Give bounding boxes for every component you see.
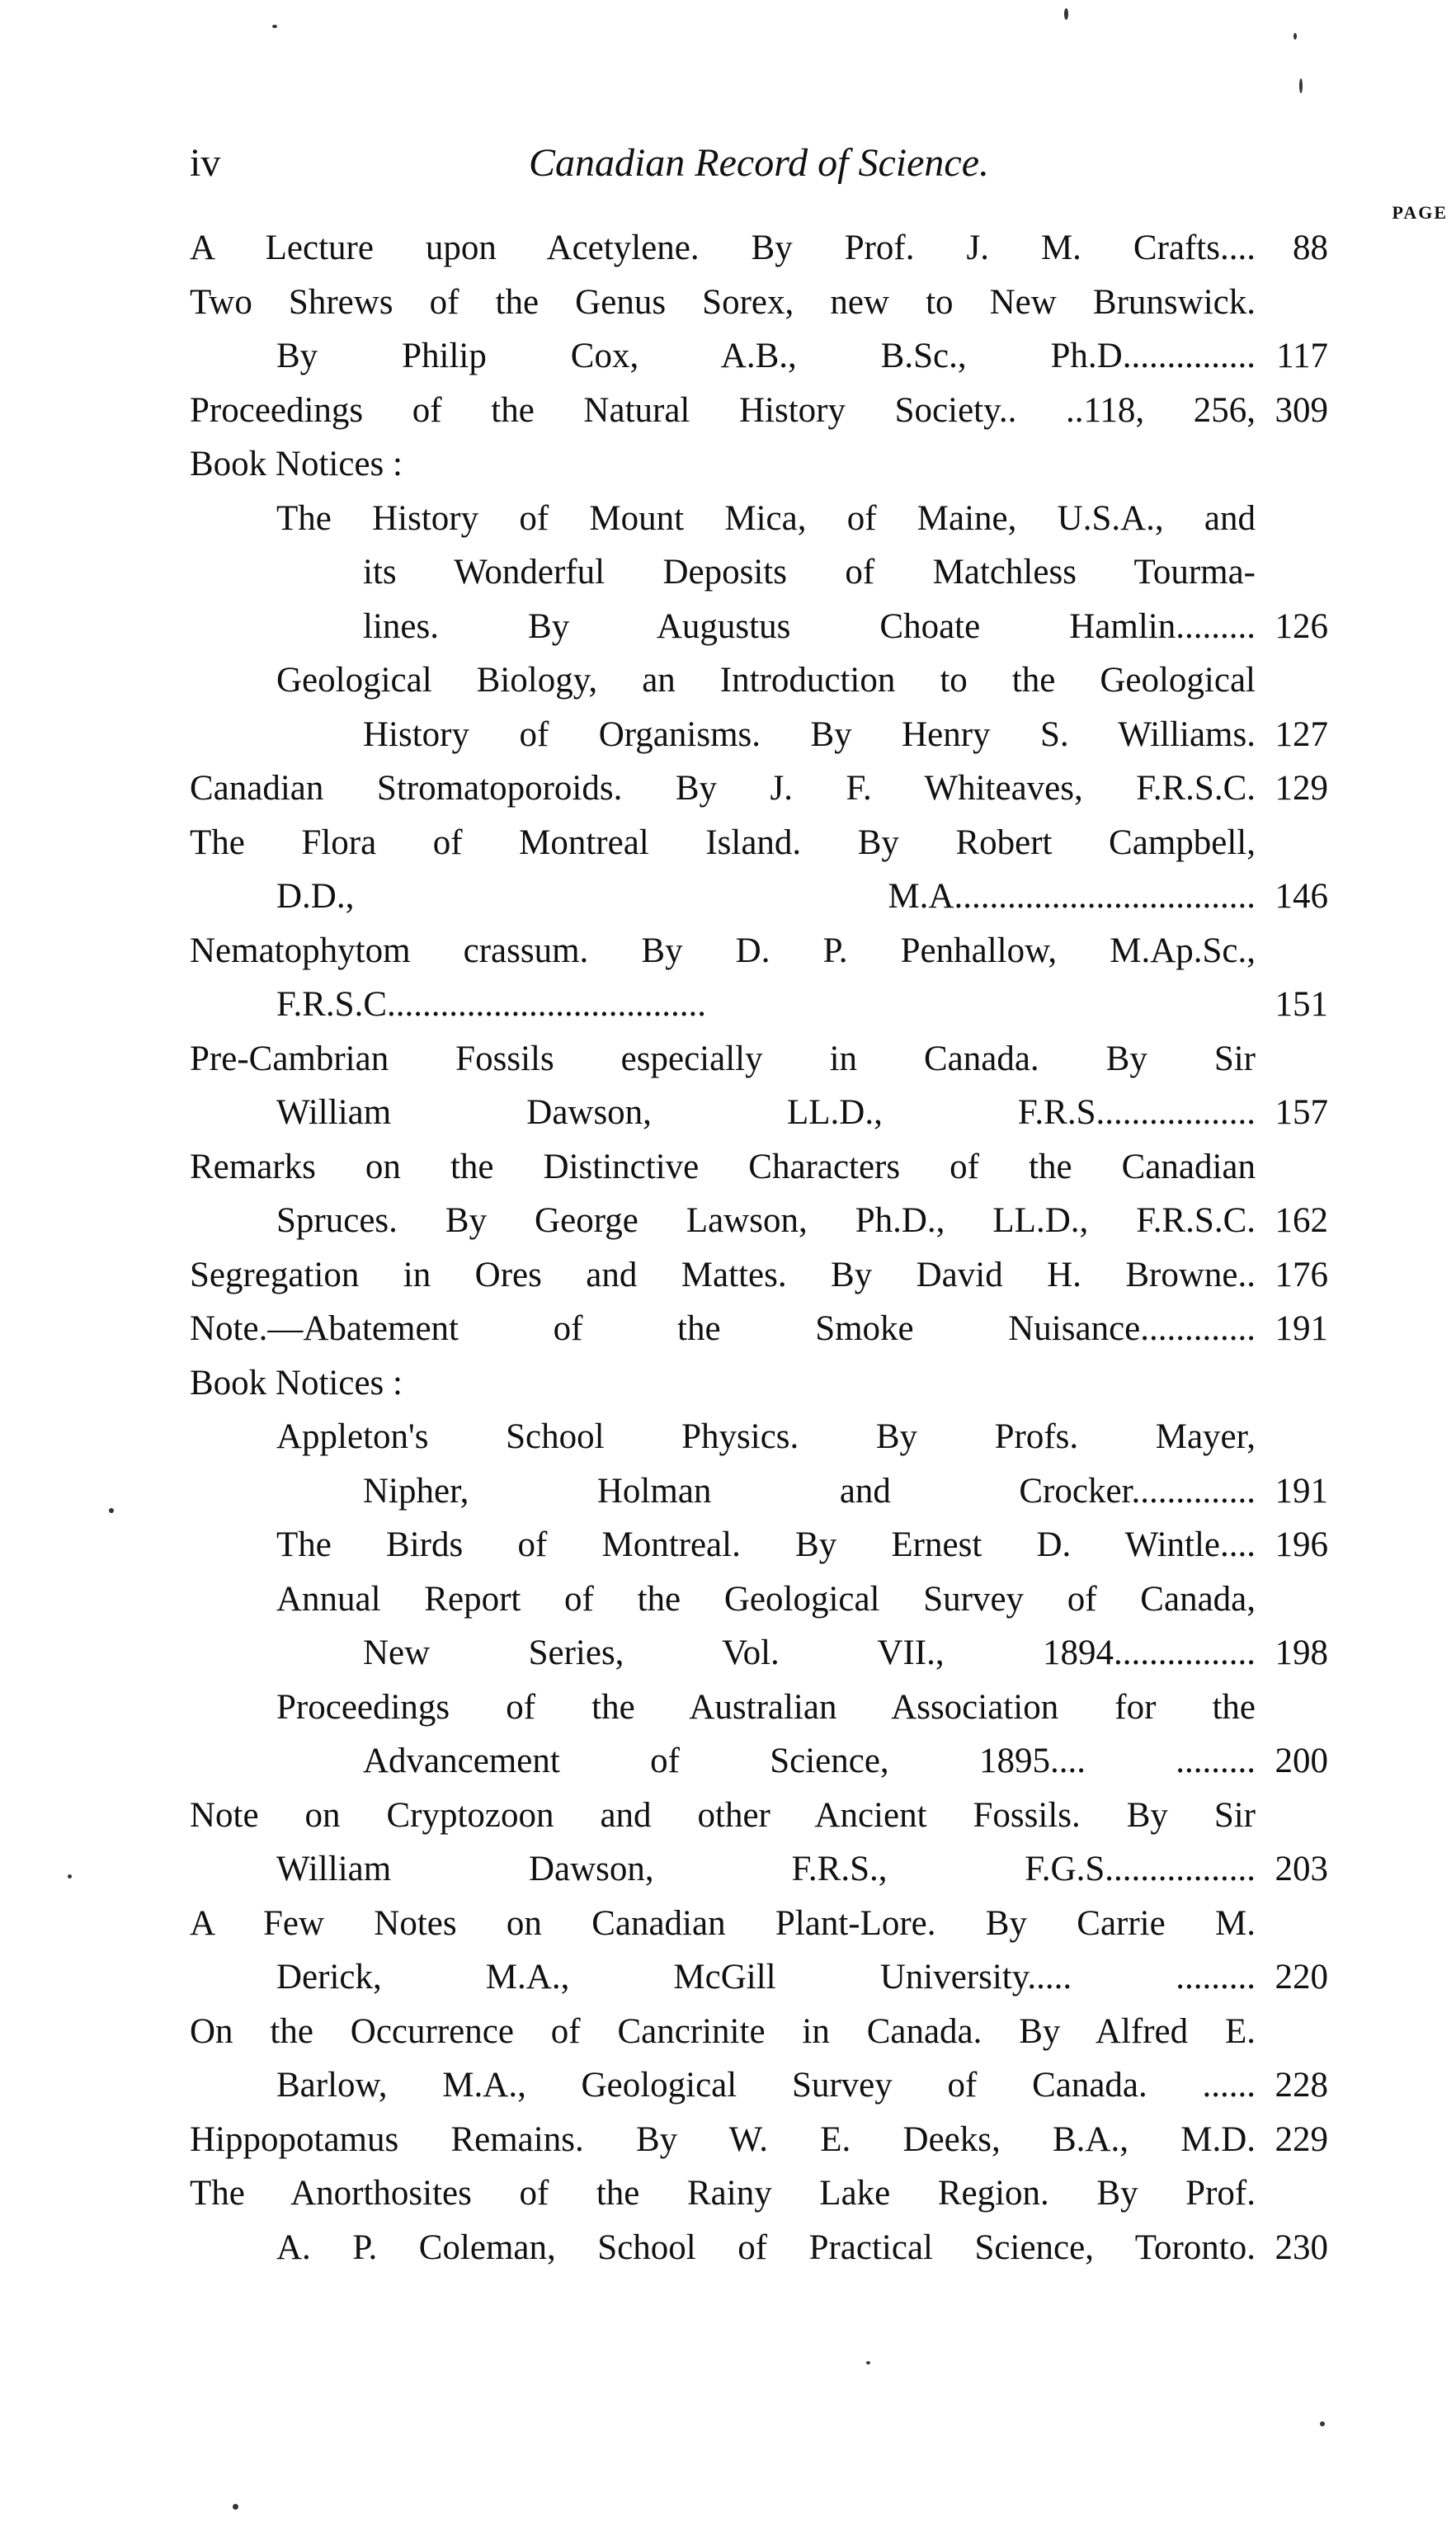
toc-entry	[190, 870, 1328, 924]
scan-speck	[233, 2504, 238, 2510]
toc-entry	[190, 276, 1328, 330]
toc-entry	[190, 2058, 1328, 2113]
toc-entry-text: A. P. Coleman, School of Practical Science, Toronto.	[276, 2228, 1256, 2267]
toc-entry-page: 309	[1275, 390, 1328, 430]
toc-entry	[190, 1194, 1328, 1248]
toc-entry-page: 228	[1275, 2066, 1328, 2105]
toc-entry	[190, 1950, 1328, 2005]
toc-entry-text: History of Organisms. By Henry S. Williams.	[363, 714, 1256, 754]
toc-entry	[190, 924, 1328, 978]
toc-entry-page: 229	[1275, 2119, 1328, 2159]
toc-entry	[190, 1789, 1328, 1843]
toc-entry-page: 146	[1275, 877, 1328, 916]
toc-entry	[190, 1464, 1328, 1519]
toc-entry-page: 200	[1275, 1742, 1328, 1780]
page-folio: iv	[190, 141, 221, 185]
toc-entry-page: 196	[1275, 1525, 1328, 1564]
toc-entry-page: 88	[1293, 229, 1328, 267]
toc-entry-text: The Birds of Montreal. By Ernest D. Wintle....	[276, 1525, 1256, 1564]
toc-entry-text: Segregation in Ores and Mattes. By David H. Browne..	[190, 1255, 1256, 1294]
toc-entry	[190, 1897, 1328, 1951]
toc-entry	[190, 221, 1328, 276]
toc-entry	[190, 1681, 1328, 1735]
toc-entry-text: On the Occurrence of Cancrinite in Canada. By Alfred E.	[190, 2011, 1256, 2051]
toc-entry-page: 230	[1275, 2228, 1328, 2267]
toc-entry	[190, 2005, 1328, 2059]
scan-speck	[1293, 33, 1297, 40]
scan-speck	[109, 1508, 114, 1513]
toc-entry-page: 220	[1275, 1958, 1328, 1996]
toc-entry-text: Barlow, M.A., Geological Survey of Canada. ......	[276, 2066, 1256, 2105]
toc-entry-text: Canadian Stromatoporoids. By J. F. Whiteaves, F.R.S.C.	[190, 769, 1256, 808]
toc-entry-page: 117	[1276, 337, 1328, 375]
toc-entry-text: Proceedings of the Natural History Society.. ..118, 256,	[190, 390, 1256, 430]
toc-entry-text: D.D., M.A..................................	[276, 877, 1256, 916]
toc-entry-text: Derick, M.A., McGill University..... .........	[276, 1958, 1256, 1996]
scan-speck	[1064, 8, 1068, 20]
toc-entry-page: 203	[1275, 1850, 1328, 1888]
scan-speck	[1320, 2421, 1325, 2426]
toc-entry-text: its Wonderful Deposits of Matchless Tourma-	[363, 553, 1256, 592]
scan-speck	[68, 1874, 72, 1879]
toc-entry-text: Note on Cryptozoon and other Ancient Fossils. By Sir	[190, 1795, 1256, 1835]
toc-entry-text: Appleton's School Physics. By Profs. Mayer,	[276, 1417, 1256, 1456]
toc-entry-page: 198	[1275, 1634, 1328, 1672]
toc-entry-text: William Dawson, F.R.S., F.G.S.................	[276, 1850, 1256, 1888]
running-title: Canadian Record of Science.	[528, 141, 990, 185]
toc-entry-page: 191	[1275, 1471, 1328, 1511]
toc-entry-page: 127	[1275, 714, 1328, 754]
page-header	[190, 124, 1328, 198]
toc-entry	[190, 1518, 1328, 1572]
toc-entry-text: By Philip Cox, A.B., B.Sc., Ph.D...............	[276, 337, 1256, 375]
toc-entry-text: Nematophytom crassum. By D. P. Penhallow, M.Ap.Sc.,	[190, 931, 1256, 970]
toc-entry-text: Pre-Cambrian Fossils especially in Canada. By Sir	[190, 1039, 1256, 1078]
toc-entry-page: 126	[1275, 606, 1328, 646]
toc-entry-text: A Lecture upon Acetylene. By Prof. J. M. Crafts....	[190, 229, 1256, 267]
toc-entry	[190, 545, 1328, 600]
table-of-contents	[190, 221, 1328, 2275]
toc-entry-text: Two Shrews of the Genus Sorex, new to New Brunswick.	[190, 282, 1256, 322]
toc-entry-text: The Flora of Montreal Island. By Robert Campbell,	[190, 823, 1256, 862]
toc-entry	[190, 1032, 1328, 1087]
toc-entry	[190, 600, 1328, 654]
toc-entry	[190, 2113, 1328, 2167]
toc-entry-text: The History of Mount Mica, of Maine, U.S.A., and	[276, 498, 1256, 538]
page-column-label: PAGE	[1392, 202, 1448, 223]
toc-entry	[190, 384, 1328, 438]
toc-entry-text: Remarks on the Distinctive Characters of the Canadian	[190, 1147, 1256, 1186]
toc-entry	[190, 1734, 1328, 1789]
toc-entry	[190, 708, 1328, 762]
toc-entry	[190, 437, 1328, 492]
toc-entry-text: Note.—Abatement of the Smoke Nuisance.............	[190, 1309, 1256, 1348]
toc-entry-text: Hippopotamus Remains. By W. E. Deeks, B.A., M.D.	[190, 2119, 1256, 2159]
toc-entry	[190, 1626, 1328, 1681]
toc-entry	[190, 1302, 1328, 1356]
toc-entry	[190, 1086, 1328, 1140]
toc-entry-text: Annual Report of the Geological Survey of Canada,	[276, 1579, 1256, 1619]
toc-entry-text: The Anorthosites of the Rainy Lake Region. By Prof.	[190, 2174, 1256, 2213]
toc-entry	[190, 2166, 1328, 2221]
toc-entry	[190, 816, 1328, 870]
toc-entry-text: New Series, Vol. VII., 1894................	[363, 1634, 1256, 1672]
scan-speck	[272, 25, 277, 28]
toc-entry	[190, 1248, 1328, 1303]
toc-entry	[190, 2221, 1328, 2275]
toc-entry-page: 162	[1275, 1201, 1328, 1240]
toc-entry	[190, 1356, 1328, 1411]
toc-entry	[190, 761, 1328, 816]
toc-entry	[190, 978, 1328, 1032]
toc-entry-text: F.R.S.C....................................	[276, 985, 706, 1024]
toc-entry-page: 157	[1275, 1093, 1328, 1132]
toc-entry	[190, 653, 1328, 708]
toc-entry-text: Proceedings of the Australian Association for the	[276, 1687, 1256, 1727]
toc-entry-text: lines. By Augustus Choate Hamlin.........	[363, 606, 1256, 646]
scan-speck	[866, 2361, 870, 2364]
toc-entry-text: Geological Biology, an Introduction to the Geological	[276, 661, 1256, 700]
toc-entry-page: 151	[1275, 985, 1328, 1024]
toc-entry	[190, 1572, 1328, 1627]
toc-entry	[190, 1842, 1328, 1897]
toc-entry-text: Book Notices :	[190, 1363, 403, 1402]
toc-entry-page: 176	[1275, 1255, 1328, 1294]
toc-entry-text: Nipher, Holman and Crocker..............	[363, 1471, 1256, 1511]
toc-entry-text: William Dawson, LL.D., F.R.S..................	[276, 1093, 1256, 1132]
toc-entry-page: 191	[1275, 1309, 1328, 1348]
toc-entry-text: Book Notices :	[190, 445, 403, 483]
toc-entry-text: A Few Notes on Canadian Plant-Lore. By Carrie M.	[190, 1903, 1256, 1943]
toc-entry	[190, 329, 1328, 384]
toc-entry	[190, 1410, 1328, 1464]
toc-entry-page: 129	[1275, 769, 1328, 808]
toc-entry-text: Advancement of Science, 1895.... .........	[363, 1742, 1256, 1780]
toc-entry	[190, 492, 1328, 546]
toc-entry-text: Spruces. By George Lawson, Ph.D., LL.D., F.R.S.C.	[276, 1201, 1256, 1240]
scan-speck	[1299, 78, 1303, 93]
toc-entry	[190, 1140, 1328, 1195]
